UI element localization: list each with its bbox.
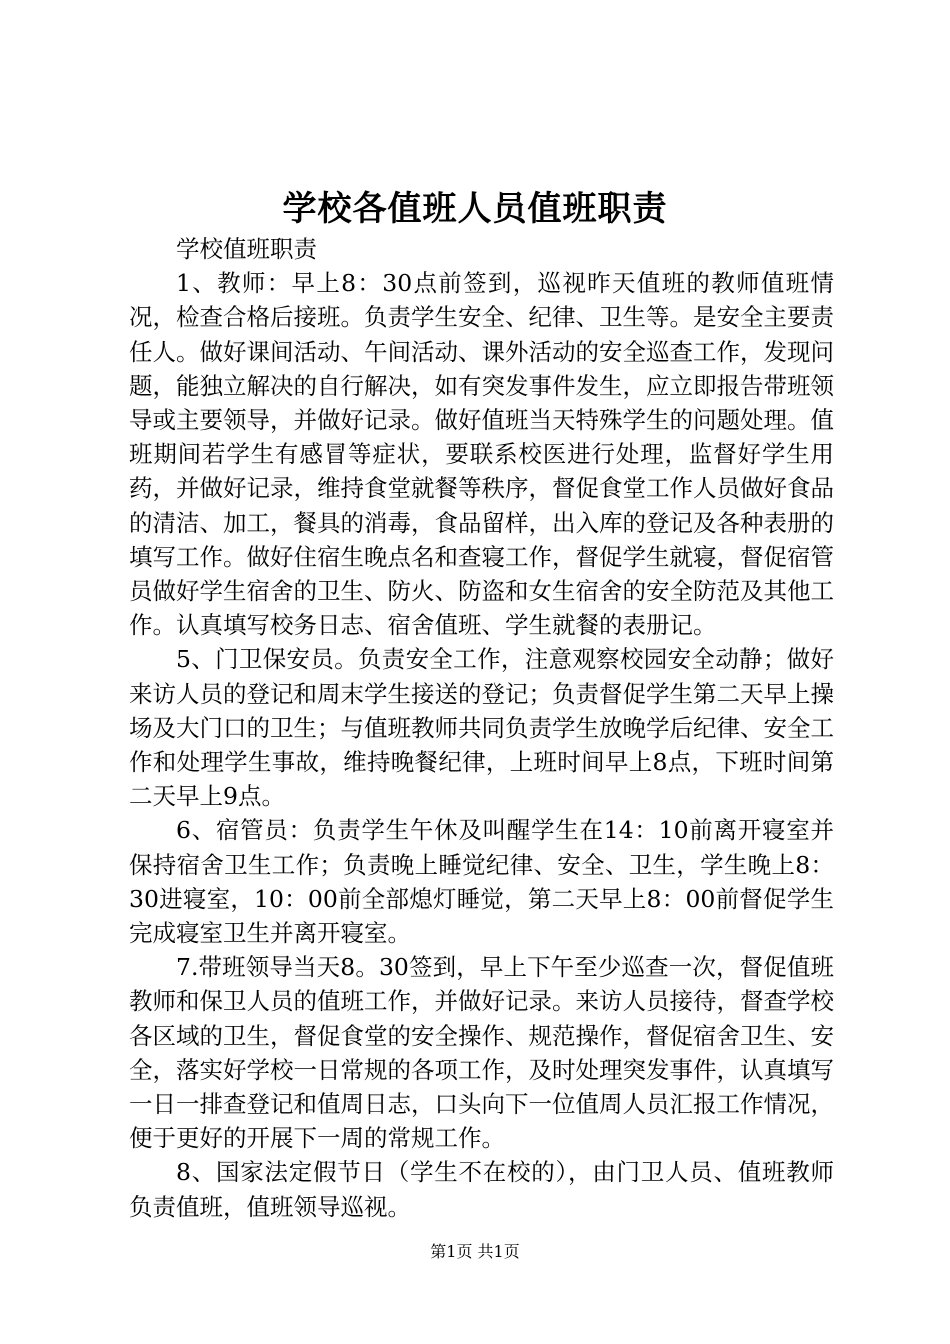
paragraph-teacher-duty: 1、教师：早上8：30点前签到，巡视昨天值班的教师值班情况，检查合格后接班。负责学生安全、纪律、卫生等。是安全主要责任人。做好课间活动、午间活动、课外活动的安全巡查工作，发现问题，能独立解决的自行解决，如有突发事件发生，应立即报告带班领导或主要领导，并做好记录。做好值班当天特殊学生的问题处理。值班期间若学生有感冒等症状，要联系校医进行处理，监督好学生用药，并做好记录，维持食堂就餐等秩序，督促食堂工作人员做好食品的清洁、加工，餐具的消毒，食品留样，出入库的登记及各种表册的填写工作。做好住宿生晚点名和查寝工作，督促学生就寝，督促宿管员做好学生宿舍的卫生、防火、防盗和女生宿舍的安全防范及其他工作。认真填写校务日志、宿舍值班、学生就餐的表册记。 — [129, 269, 834, 640]
document-body — [129, 232, 834, 1224]
page-footer: 第1页 共1页 — [430, 1242, 520, 1261]
paragraph-leader-duty: 7.带班领导当天8。30签到，早上下午至少巡查一次，督促值班教师和保卫人员的值班工作，并做好记录。来访人员接待，督查学校各区域的卫生，督促食堂的安全操作、规范操作，督促宿舍卫生、安全，落实好学校一日常规的各项工作，及时处理突发事件，认真填写一日一排查登记和值周日志，口头向下一位值周人员汇报工作情况，便于更好的开展下一周的常规工作。 — [129, 953, 834, 1153]
document-title: 学校各值班人员值班职责 — [282, 189, 668, 229]
paragraph-guard-duty: 5、门卫保安员。负责安全工作，注意观察校园安全动静；做好来访人员的登记和周末学生接送的登记；负责督促学生第二天早上操场及大门口的卫生；与值班教师共同负责学生放晚学后纪律、安全工作和处理学生事故，维持晚餐纪律，上班时间早上8点，下班时间第二天早上9点。 — [129, 645, 834, 811]
paragraph-holiday-duty: 8、国家法定假节日（学生不在校的），由门卫人员、值班教师负责值班，值班领导巡视。 — [129, 1158, 834, 1221]
paragraph-dorm-manager-duty: 6、宿管员：负责学生午休及叫醒学生在14：10前离开寝室并保持宿舍卫生工作；负责晚上睡觉纪律、安全、卫生，学生晚上8：30进寝室，10：00前全部熄灯睡觉，第二天早上8：00前督促学生完成寝室卫生并离开寝室。 — [129, 816, 834, 948]
paragraph-heading: 学校值班职责 — [176, 235, 317, 263]
